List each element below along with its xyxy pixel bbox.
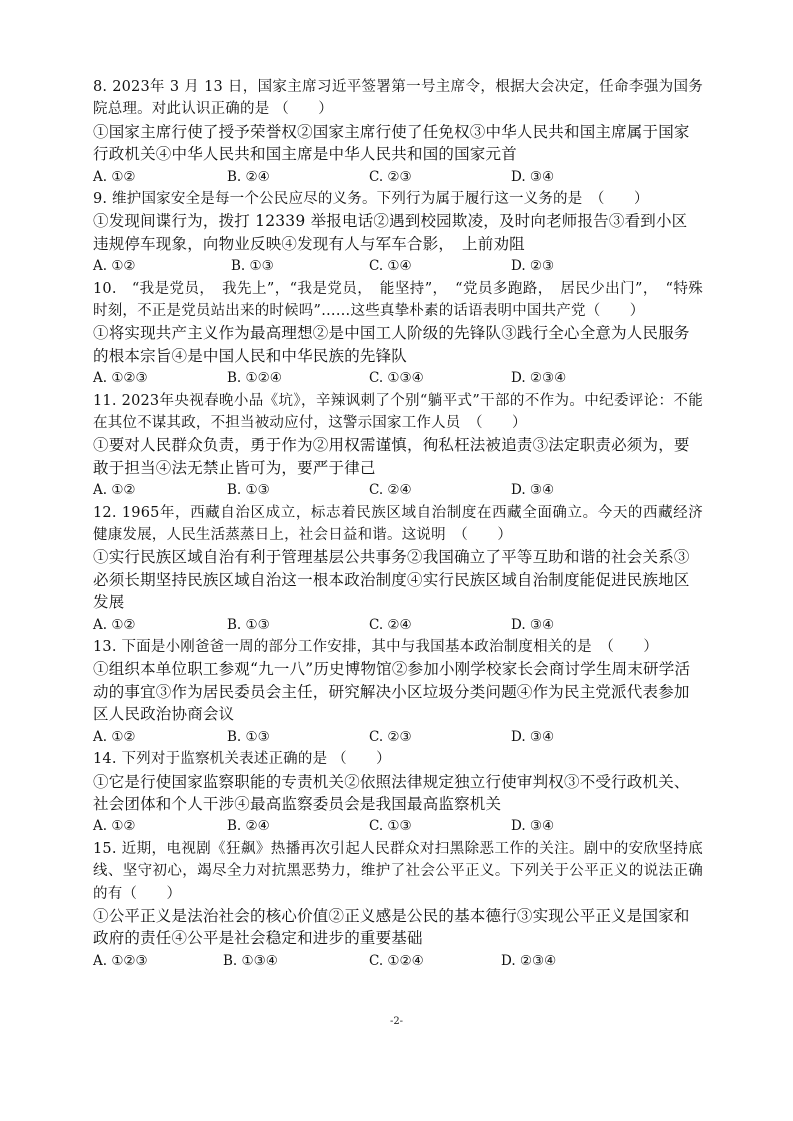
choice-b[interactable]: B. ②④ xyxy=(227,168,270,185)
choice-c[interactable]: C. ②④ xyxy=(369,482,412,499)
question-list xyxy=(93,76,703,972)
question-11 xyxy=(93,390,703,502)
question-stem: 9. 维护国家安全是每一个公民应尽的义务。下列行为属于履行这一义务的是 （ ） xyxy=(93,191,649,208)
choice-d[interactable]: D. ③④ xyxy=(511,482,555,499)
choice-c[interactable]: C. ②④ xyxy=(369,616,412,633)
choice-b[interactable]: B. ②④ xyxy=(227,818,270,835)
question-8 xyxy=(93,76,703,188)
choice-d[interactable]: D. ②③ xyxy=(511,258,555,275)
question-statements: ①它是行使国家监察职能的专责机关②依照法律规定独立行使审判权③不受行政机关、社会团体和个人干涉④最高监察委员会是我国最高监察机关 xyxy=(93,772,690,813)
answer-choices xyxy=(93,367,703,389)
choice-a[interactable]: A. ①② xyxy=(93,482,136,499)
choice-b[interactable]: B. ①③ xyxy=(227,482,270,499)
choice-a[interactable]: A. ①② xyxy=(93,818,136,835)
choice-b[interactable]: B. ①③ xyxy=(227,728,270,745)
question-14 xyxy=(93,748,703,838)
answer-choices xyxy=(93,166,703,188)
choice-d[interactable]: D. ③④ xyxy=(511,168,555,185)
choice-a[interactable]: A. ①② xyxy=(93,616,136,633)
choice-d[interactable]: D. ③④ xyxy=(511,728,555,745)
choice-c[interactable]: C. ①②④ xyxy=(369,952,424,969)
choice-a[interactable]: A. ①② xyxy=(93,728,136,745)
question-stem: 14. 下列对于监察机关表述正确的是 （ ） xyxy=(93,751,391,768)
question-statements: ①组织本单位职工参观“九一八”历史博物馆②参加小刚学校家长会商讨学生周末研学活动的事宜③作为居民委员会主任，研究解决小区垃圾分类问题④作为民主党派代表参加区人民政治协商会议 xyxy=(93,660,691,724)
question-statements: ①公平正义是法治社会的核心价值②正义感是公民的基本德行③实现公平正义是国家和政府的责任④公平是社会稳定和进步的重要基础 xyxy=(93,906,690,948)
question-9 xyxy=(93,188,703,278)
question-stem: 8. 2023年 3 月 13 日，国家主席习近平签署第一号主席令，根据大会决定，任命李强为国务院总理。对此认识正确的是 （ ） xyxy=(93,79,703,118)
question-15 xyxy=(93,838,703,972)
choice-c[interactable]: C. ①③ xyxy=(369,818,412,835)
page-number: -2- xyxy=(389,1016,404,1027)
question-13 xyxy=(93,636,703,748)
choice-c[interactable]: C. ①③④ xyxy=(369,370,424,387)
answer-choices xyxy=(93,950,703,972)
choice-a[interactable]: A. ①②③ xyxy=(93,370,148,387)
choice-d[interactable]: D. ②③④ xyxy=(511,370,567,387)
question-stem: 15. 近期，电视剧《狂飙》热播再次引起人民群众对扫黑除恶工作的关注。剧中的安欣坚持底线、坚守初心，竭尽全力对抗黑恶势力，维护了社会公平正义。下列关于公平正义的说法正确的有（ ） xyxy=(93,840,703,902)
choice-b[interactable]: B. ①③④ xyxy=(223,952,278,969)
choice-a[interactable]: A. ①② xyxy=(93,258,136,275)
question-statements: ①实行民族区域自治有利于管理基层公共事务②我国确立了平等互助和谐的社会关系③必须长期坚持民族区域自治这一根本政治制度④实行民族区域自治制度能促进民族地区发展 xyxy=(93,548,690,612)
question-statements: ①要对人民群众负责，勇于作为②用权需谨慎，徇私枉法被追责③法定职责必须为，要敢于担当④法无禁止皆可为，要严于律己 xyxy=(93,436,690,477)
answer-choices xyxy=(93,815,703,837)
choice-a[interactable]: A. ①②③ xyxy=(93,952,148,969)
answer-choices xyxy=(93,479,703,501)
choice-d[interactable]: D. ③④ xyxy=(511,818,555,835)
question-10 xyxy=(93,278,703,390)
choice-b[interactable]: B. ①③ xyxy=(227,616,270,633)
choice-a[interactable]: A. ①② xyxy=(93,168,136,185)
choice-c[interactable]: C. ①④ xyxy=(369,258,412,275)
choice-b[interactable]: B. ①②④ xyxy=(227,370,282,387)
choice-c[interactable]: C. ②③ xyxy=(369,728,412,745)
choice-d[interactable]: D. ②③④ xyxy=(501,952,557,969)
question-stem: 11. 2023年央视春晚小品《坑》，辛辣讽刺了个别“躺平式”干部的不作为。中纪委评论：不能在其位不谋其政，不担当被动应付，这警示国家工作人员 （ ） xyxy=(93,392,703,432)
question-stem: 12. 1965年，西藏自治区成立，标志着民族区域自治制度在西藏全面确立。今天的西藏经济健康发展，人民生活蒸蒸日上，社会日益和谐。这说明 （ ） xyxy=(93,504,703,544)
choice-b[interactable]: B. ①③ xyxy=(231,258,274,275)
choice-c[interactable]: C. ②③ xyxy=(369,168,412,185)
question-stem: 13. 下面是小刚爸爸一周的部分工作安排，其中与我国基本政治制度相关的是 （ ） xyxy=(93,639,659,656)
question-stem: 10. “我是党员， 我先上”，“我是党员， 能坚持”， “党员多跑路， 居民少出门”， “特殊时刻，不正是党员站出来的时候吗”……这些真挚朴素的话语表明中国共产党（ ） xyxy=(93,280,703,320)
question-statements: ①国家主席行使了授予荣誉权②国家主席行使了任免权③中华人民共和国主席属于国家行政机关④中华人民共和国主席是中华人民共和国的国家元首 xyxy=(93,122,690,164)
question-statements: ①将实现共产主义作为最高理想②是中国工人阶级的先锋队③践行全心全意为人民服务的根本宗旨④是中国人民和中华民族的先锋队 xyxy=(93,324,690,365)
question-statements: ①发现间谍行为，拨打 12339 举报电话②遇到校园欺凌，及时向老师报告③看到小区违规停车现象，向物业反映④发现有人与军车合影， 上前劝阻 xyxy=(93,212,688,253)
choice-d[interactable]: D. ③④ xyxy=(511,616,555,633)
answer-choices xyxy=(93,255,703,277)
answer-choices xyxy=(93,726,703,748)
question-12 xyxy=(93,502,703,636)
answer-choices xyxy=(93,614,703,636)
